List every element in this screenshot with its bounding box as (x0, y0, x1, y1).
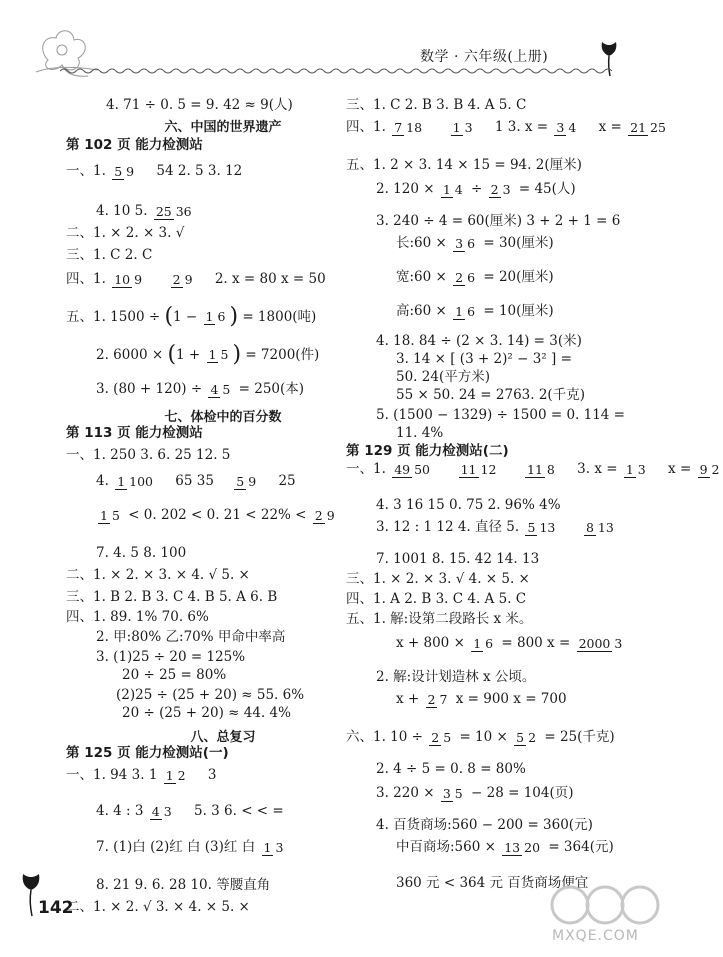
fraction: 1 6 (205, 309, 226, 324)
page-reference: 第 113 页 能力检测站 (66, 425, 203, 441)
answer-line: 四、1. 10 9 2 9 2. x = 80 x = 50 (66, 271, 326, 287)
fraction: 5 9 (236, 473, 257, 489)
answer-line: 五、1. 解:设第二段路长 x 米。 (346, 611, 533, 627)
answer-line: 二、1. × 2. √ 3. × 4. × 5. × (66, 899, 250, 915)
page-reference: 第 102 页 能力检测站 (66, 137, 203, 153)
fraction: 13 20 (504, 839, 541, 855)
answer-line: 4. 10 5. 25 36 (96, 203, 192, 219)
answer-line: 11. 4% (396, 425, 444, 441)
answer-line: 五、1. 1500 ÷ (1 − 1 6 ) = 1800(吨) (66, 304, 317, 329)
answer-line: 长:60 × 3 6 = 30(厘米) (396, 235, 554, 251)
answer-line: 四、1. 89. 1% 70. 6% (66, 609, 209, 625)
fraction: 4 5 (210, 381, 231, 397)
answer-line: 2. 120 × 1 4 ÷ 2 3 = 45(人) (376, 181, 576, 197)
answer-line: 六、1. 10 ÷ 2 5 = 10 × 5 2 = 25(千克) (346, 729, 615, 745)
answer-line: 3. (1)25 ÷ 20 = 125% (96, 649, 246, 665)
page-reference: 第 125 页 能力检测站(一) (66, 745, 229, 761)
fraction: 11 12 (460, 461, 497, 477)
answer-line: 3. 12 : 1 12 4. 直径 5. 5 13 8 13 (376, 519, 614, 535)
answer-line: 三、1. × 2. × 3. √ 4. × 5. × (346, 571, 530, 587)
fraction: 2 6 (455, 269, 476, 285)
fraction: 2 3 (490, 181, 511, 197)
fraction: 1 4 (442, 181, 463, 197)
answer-line: 宽:60 × 2 6 = 20(厘米) (396, 269, 554, 285)
answer-line: 8. 21 9. 6. 28 10. 等腰直角 (96, 877, 271, 893)
watermark-text: MXQE.COM (552, 928, 639, 944)
answer-line: 二、1. × 2. × 3. √ (66, 225, 185, 241)
fraction: 1 6 (455, 303, 476, 319)
header-title: 数学 · 六年级(上册) (420, 49, 549, 65)
header-wavy-rule (60, 66, 610, 76)
fraction: 5 9 (114, 163, 135, 179)
answer-line: 2. 6000 × (1 + 1 5 ) = 7200(件) (96, 342, 320, 367)
answer-line: 4. 1 100 65 35 5 9 25 (96, 473, 296, 489)
answer-line: 一、1. 250 3. 6. 25 12. 5 (66, 447, 231, 463)
answer-line: 7. 4. 5 8. 100 (96, 545, 187, 561)
answer-line: 7. (1)白 (2)红 白 (3)红 白 1 3 (96, 839, 284, 855)
fraction: 9 2 (699, 461, 720, 477)
answer-line: 三、1. B 2. B 3. C 4. B 5. A 6. B (66, 589, 278, 605)
fraction: 3 4 (556, 119, 577, 135)
answer-line: 一、1. 94 3. 1 1 2 3 (66, 767, 217, 783)
fraction: 3 5 (442, 785, 463, 801)
section-title: 七、体检中的百分数 (164, 410, 282, 425)
fraction: 3 6 (455, 235, 476, 251)
fraction: 2 7 (427, 691, 448, 707)
fraction: 1 5 (100, 507, 120, 523)
answer-line: 3. 240 ÷ 4 = 60(厘米) 3 + 2 + 1 = 6 (376, 213, 621, 229)
answer-line: 3. (80 + 120) ÷ 4 5 = 250(本) (96, 381, 305, 397)
fraction: 1 6 (473, 635, 494, 651)
answer-line: 7. 1001 8. 15. 42 14. 13 (376, 551, 540, 567)
answer-line: 50. 24(平方米) (396, 369, 490, 385)
answer-line: 360 元 < 364 元 百货商场便宜 (396, 875, 589, 891)
answer-line: 2. 甲:80% 乙:70% 甲命中率高 (96, 629, 286, 645)
answer-line: (2)25 ÷ (25 + 20) ≈ 55. 6% (116, 687, 305, 703)
answer-line: 4. 18. 84 ÷ (2 × 3. 14) = 3(米) (376, 333, 582, 349)
answer-line: 四、1. A 2. B 3. C 4. A 5. C (346, 591, 527, 607)
answer-line: 4. 百货商场:560 − 200 = 360(元) (376, 817, 593, 833)
answer-line: 1 5 < 0. 202 < 0. 21 < 22% < 2 9 (100, 507, 335, 523)
answer-line: 55 × 50. 24 = 2763. 2(千克) (396, 387, 585, 403)
answer-line: 2. 解:设计划造林 x 公顷。 (376, 669, 536, 685)
answer-line: 三、1. C 2. B 3. B 4. A 5. C (346, 97, 527, 113)
answer-line: 4. 4 : 3 4 3 5. 3 6. < < = (96, 803, 284, 819)
answer-line: 3. 14 × [ (3 + 2)² − 3² ] = (396, 351, 572, 367)
fraction: 7 18 (394, 119, 423, 135)
fraction: 1 3 (452, 119, 473, 135)
fraction: 5 2 (516, 729, 537, 745)
answer-line: 五、1. 2 × 3. 14 × 15 = 94. 2(厘米) (346, 157, 582, 173)
fraction: 8 13 (585, 519, 614, 535)
fraction: 1 3 (263, 839, 284, 855)
answer-line: 2. 4 ÷ 5 = 0. 8 = 80% (376, 761, 526, 777)
fraction: 2 9 (314, 507, 335, 523)
fraction: 1 100 (117, 473, 153, 489)
fraction: 1 2 (165, 767, 186, 783)
fraction: 1 5 (208, 347, 229, 362)
answer-line: 中百商场:560 × 13 20 = 364(元) (396, 839, 614, 855)
fraction: 2000 3 (578, 635, 623, 651)
answer-line: 20 ÷ 25 = 80% (122, 667, 227, 683)
answer-line: 三、1. C 2. C (66, 247, 153, 263)
fraction: 2 9 (172, 271, 193, 287)
fraction: 1 3 (625, 461, 646, 477)
page-header (0, 0, 675, 90)
fraction: 10 9 (114, 271, 143, 287)
answer-line: x + 800 × 1 6 = 800 x = 2000 3 (396, 635, 623, 651)
fraction: 49 50 (394, 461, 430, 477)
section-title: 八、总复习 (190, 730, 256, 745)
answer-line: 3. 220 × 3 5 − 28 = 104(页) (376, 785, 574, 801)
answer-line: 5. (1500 − 1329) ÷ 1500 = 0. 114 = (376, 407, 625, 423)
fraction: 11 8 (527, 461, 555, 477)
answer-line: 4. 3 16 15 0. 75 2. 96% 4% (376, 497, 561, 513)
answer-line: x + 2 7 x = 900 x = 700 (396, 691, 567, 707)
answer-line: 高:60 × 1 6 = 10(厘米) (396, 303, 554, 319)
answer-line: 一、1. 49 50 11 12 11 8 3. x = 1 3 x = 9 2 (346, 461, 720, 477)
fraction: 4 3 (151, 803, 172, 819)
fraction: 21 25 (630, 119, 666, 135)
fraction: 5 13 (527, 519, 556, 535)
answer-line: 20 ÷ (25 + 20) ≈ 44. 4% (122, 705, 291, 721)
answer-line: 一、1. 5 9 54 2. 5 3. 12 (66, 163, 243, 179)
page-number: 142 (38, 898, 74, 918)
fraction: 25 36 (155, 203, 192, 219)
page-reference: 第 129 页 能力检测站(二) (346, 443, 509, 459)
answer-line: 4. 71 ÷ 0. 5 = 9. 42 ≈ 9(人) (106, 97, 293, 113)
answer-line: 四、1. 7 18 1 3 1 3. x = 3 4 x = 21 25 (346, 119, 666, 135)
section-title: 六、中国的世界遗产 (164, 120, 282, 135)
answer-line: 二、1. × 2. × 3. × 4. √ 5. × (66, 567, 250, 583)
fraction: 2 5 (431, 729, 452, 745)
